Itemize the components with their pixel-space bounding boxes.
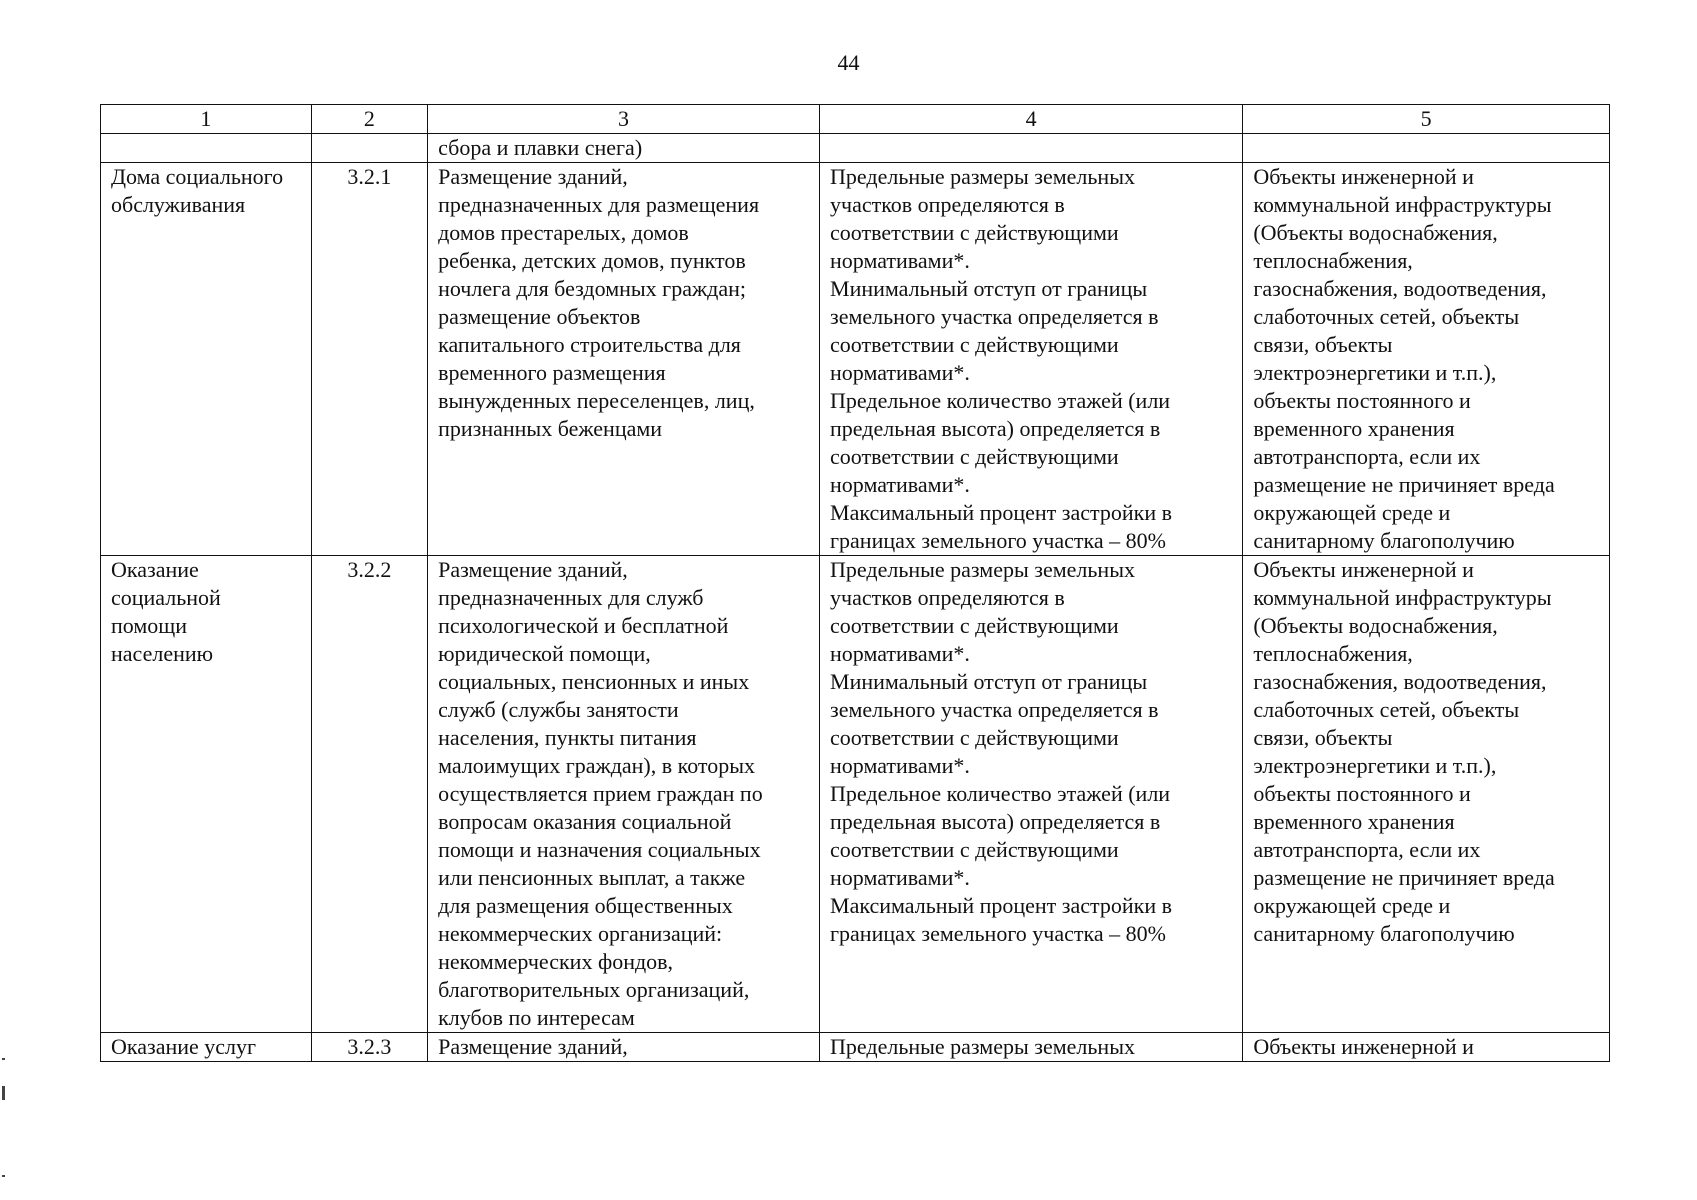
text-line: вынужденных переселенцев, лиц, <box>438 388 755 413</box>
text-line: электроэнергетики и т.п.), <box>1253 753 1497 778</box>
table-row <box>101 556 1610 1033</box>
text-line: слаботочных сетей, объекты <box>1253 304 1520 329</box>
text-line: теплоснабжения, <box>1253 641 1413 666</box>
use-name-cell <box>101 556 312 1033</box>
table-header-row <box>101 105 1610 134</box>
text-line: населения, пункты питания <box>438 725 697 750</box>
text-line: санитарному благополучию <box>1253 528 1515 553</box>
text-line: некоммерческих организаций: <box>438 921 723 946</box>
text-line: автотранспорта, если их <box>1253 444 1481 469</box>
text-line: теплоснабжения, <box>1253 248 1413 273</box>
text-line: клубов по интересам <box>438 1005 635 1030</box>
text-line: нормативами*. <box>830 865 970 890</box>
text-line: соответствии с действующими <box>830 613 1119 638</box>
text-line: для размещения общественных <box>438 893 733 918</box>
text-line: социальных, пенсионных и иных <box>438 669 750 694</box>
text-line: объекты постоянного и <box>1253 781 1471 806</box>
text-line: соответствии с действующими <box>830 725 1119 750</box>
text-line: (Объекты водоснабжения, <box>1253 220 1498 245</box>
text-line: (Объекты водоснабжения, <box>1253 613 1498 638</box>
text-line: окружающей среде и <box>1253 893 1451 918</box>
text-line: границах земельного участка – 80% <box>830 921 1166 946</box>
text-line: Минимальный отступ от границы <box>830 669 1148 694</box>
auxiliary-uses-cell <box>1243 163 1610 556</box>
text-line: юридической помощи, <box>438 641 651 666</box>
text-line: Предельное количество этажей (или <box>830 781 1171 806</box>
text-line: временного размещения <box>438 360 666 385</box>
text-line: Оказание <box>111 557 199 582</box>
text-line: коммунальной инфраструктуры <box>1253 192 1552 217</box>
text-line: газоснабжения, водоотведения, <box>1253 276 1547 301</box>
page-number: 44 <box>837 50 860 75</box>
text-line: соответствии с действующими <box>830 332 1119 357</box>
text-line: размещение не причиняет вреда <box>1253 865 1555 890</box>
text-line: размещение объектов <box>438 304 641 329</box>
text-line: санитарному благополучию <box>1253 921 1515 946</box>
text-line: Размещение зданий, <box>438 1034 628 1059</box>
text-line: Предельные размеры земельных <box>830 1034 1135 1059</box>
continuation-parameters-cell <box>820 134 1243 163</box>
text-line: временного хранения <box>1253 416 1455 441</box>
auxiliary-uses-cell <box>1243 556 1610 1033</box>
continuation-name-cell <box>101 134 312 163</box>
column-number-4: 4 <box>820 105 1243 134</box>
text-line: участков определяются в <box>830 192 1065 217</box>
text-line: ночлега для бездомных граждан; <box>438 276 746 301</box>
use-code-cell: 3.2.2 <box>311 556 427 1033</box>
text-line: земельного участка определяется в <box>830 697 1159 722</box>
text-line: связи, объекты <box>1253 332 1393 357</box>
text-line: помощи и назначения социальных <box>438 837 761 862</box>
text-line: признанных беженцами <box>438 416 663 441</box>
text-line: Предельные размеры земельных <box>830 164 1135 189</box>
column-number-2: 2 <box>311 105 427 134</box>
column-number-1: 1 <box>101 105 312 134</box>
text-line: временного хранения <box>1253 809 1455 834</box>
scan-artifact-mark <box>2 1058 5 1060</box>
use-name-cell <box>101 1033 312 1062</box>
text-line: некоммерческих фондов, <box>438 949 674 974</box>
text-line: Размещение зданий, <box>438 557 628 582</box>
text-line: нормативами*. <box>830 753 970 778</box>
text-line: нормативами*. <box>830 248 970 273</box>
text-line: Предельные размеры земельных <box>830 557 1135 582</box>
text-line: коммунальной инфраструктуры <box>1253 585 1552 610</box>
scan-artifact-mark <box>2 1086 5 1100</box>
text-line: ребенка, детских домов, пунктов <box>438 248 746 273</box>
text-line: Максимальный процент застройки в <box>830 500 1173 525</box>
text-line: соответствии с действующими <box>830 837 1119 862</box>
column-number-5: 5 <box>1243 105 1610 134</box>
text-line: капитального строительства для <box>438 332 741 357</box>
auxiliary-uses-cell <box>1243 1033 1610 1062</box>
text-line: границах земельного участка – 80% <box>830 528 1166 553</box>
text-line: обслуживания <box>111 192 246 217</box>
text-line: нормативами*. <box>830 641 970 666</box>
text-line: вопросам оказания социальной <box>438 809 732 834</box>
text-line: служб (службы занятости <box>438 697 679 722</box>
text-line: Объекты инженерной и <box>1253 1034 1474 1059</box>
scan-artifact-mark <box>2 1175 5 1177</box>
text-line: благотворительных организаций, <box>438 977 750 1002</box>
text-line: сбора и плавки снега) <box>438 135 643 160</box>
text-line: участков определяются в <box>830 585 1065 610</box>
text-line: Размещение зданий, <box>438 164 628 189</box>
use-description-cell <box>428 163 820 556</box>
text-line: психологической и бесплатной <box>438 613 729 638</box>
text-line: Объекты инженерной и <box>1253 557 1474 582</box>
use-code-cell: 3.2.3 <box>311 1033 427 1062</box>
text-line: связи, объекты <box>1253 725 1393 750</box>
land-use-table <box>100 104 1610 1062</box>
text-line: предельная высота) определяется в <box>830 416 1161 441</box>
parameters-cell <box>820 163 1243 556</box>
continuation-auxiliary-cell <box>1243 134 1610 163</box>
text-line: осуществляется прием граждан по <box>438 781 763 806</box>
text-line: Дома социального <box>111 164 284 189</box>
text-line: предназначенных для служб <box>438 585 704 610</box>
text-line: помощи <box>111 613 187 638</box>
text-line: автотранспорта, если их <box>1253 837 1481 862</box>
text-line: или пенсионных выплат, а также <box>438 865 746 890</box>
continuation-code-cell <box>311 134 427 163</box>
text-line: Минимальный отступ от границы <box>830 276 1148 301</box>
text-line: социальной <box>111 585 221 610</box>
use-name-cell <box>101 163 312 556</box>
text-line: соответствии с действующими <box>830 220 1119 245</box>
parameters-cell <box>820 1033 1243 1062</box>
text-line: объекты постоянного и <box>1253 388 1471 413</box>
text-line: Объекты инженерной и <box>1253 164 1474 189</box>
text-line: нормативами*. <box>830 472 970 497</box>
text-line: предназначенных для размещения <box>438 192 760 217</box>
text-line: малоимущих граждан), в которых <box>438 753 756 778</box>
text-line: Максимальный процент застройки в <box>830 893 1173 918</box>
text-line: электроэнергетики и т.п.), <box>1253 360 1497 385</box>
text-line: Предельное количество этажей (или <box>830 388 1171 413</box>
use-description-cell <box>428 1033 820 1062</box>
text-line: слаботочных сетей, объекты <box>1253 697 1520 722</box>
table-row <box>101 163 1610 556</box>
use-code-cell: 3.2.1 <box>311 163 427 556</box>
column-number-3: 3 <box>428 105 820 134</box>
text-line: населению <box>111 641 214 666</box>
text-line: соответствии с действующими <box>830 444 1119 469</box>
text-line: домов престарелых, домов <box>438 220 689 245</box>
text-line: земельного участка определяется в <box>830 304 1159 329</box>
text-line: газоснабжения, водоотведения, <box>1253 669 1547 694</box>
table-row <box>101 1033 1610 1062</box>
continuation-row <box>101 134 1610 163</box>
text-line: Оказание услуг <box>111 1034 257 1059</box>
text-line: предельная высота) определяется в <box>830 809 1161 834</box>
text-line: размещение не причиняет вреда <box>1253 472 1555 497</box>
parameters-cell <box>820 556 1243 1033</box>
continuation-description-cell <box>428 134 820 163</box>
text-line: нормативами*. <box>830 360 970 385</box>
text-line: окружающей среде и <box>1253 500 1451 525</box>
use-description-cell <box>428 556 820 1033</box>
